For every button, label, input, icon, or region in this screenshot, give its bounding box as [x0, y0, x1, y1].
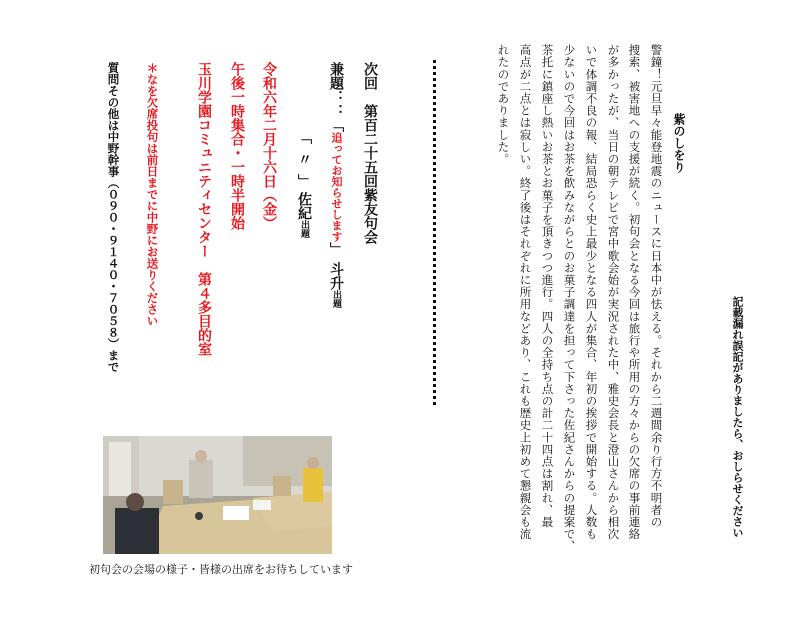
article-line: 警鐘！元旦早々能登地震のニュースに日本中が怯える。それから二週間余り行方不明者の: [649, 44, 664, 528]
article-line: 少ないので今回はお茶を飲みながらとのお菓子調達を担って下さった佐紀さんからの提案で、: [562, 44, 577, 553]
side-note: 記載漏れ誤記がありましたら、おしらせください: [731, 296, 744, 538]
kendai-by: 斗升: [328, 262, 344, 290]
article-line: 高点が二点とは寂しい。終了後はそれぞれに所用などあり、これも歴史上初めて懇親会も流: [518, 44, 533, 541]
section-divider: [433, 60, 436, 405]
kendai-label: 兼題：：「: [328, 62, 344, 132]
article-line: れたのでありました。: [496, 44, 511, 165]
article-line: 捜索、被害地への支援が続く。初句会となる今回は旅行や所用の方々からの欠席の事前連絡: [627, 44, 642, 541]
meeting-date: 令和六年二月十六日（金）: [261, 62, 277, 230]
photo-caption: 初句会の会場の様子・皆様の出席をお待ちしています: [89, 563, 353, 576]
next-meeting-heading: 次回 第百二十五回紫友句会: [362, 62, 378, 244]
kendai-close: 」: [328, 242, 344, 256]
meeting-time: 午後一時集合・一時半開始: [229, 62, 245, 230]
second-theme-close: 」: [296, 174, 312, 188]
absence-notice: ＊なを欠席投句は前日までに中野にお送りください: [145, 62, 160, 327]
article-line: が多かったが、当日の朝テレビで宮中歌会始が実況された中、雅史会長と澄山さんから相次: [606, 44, 621, 541]
second-theme-open: 「: [296, 130, 312, 144]
contact-info: 質問その他は中野幹事（０９０・９１４０・７０５８）まで: [106, 62, 121, 373]
kendai-value: 追ってお知らせします: [330, 132, 343, 242]
meeting-photo: [103, 436, 332, 554]
second-theme-line: [297, 130, 311, 238]
meeting-photo-scene: [103, 436, 332, 554]
kendai-line: [329, 62, 343, 308]
article-title: 紫のしをり: [672, 113, 686, 173]
meeting-venue: 玉川学園コミュニティセンター 第４多目的室: [196, 62, 212, 356]
second-theme-by-suffix: 出題: [299, 220, 309, 238]
second-theme-value: 〃: [296, 152, 312, 166]
article-line: 茶托に鎮座し熱いお茶とお菓子を頂きつつ進行。四人の全持ち点の計二十四点は割れ、最: [540, 44, 555, 528]
second-theme-by: 佐紀: [296, 192, 312, 220]
kendai-by-suffix: 出題: [331, 290, 341, 308]
article-line: いで体調不良の報、結局恐らく史上最少となる四人が集合、年初の挨拶で開始する。人数も: [584, 44, 599, 541]
